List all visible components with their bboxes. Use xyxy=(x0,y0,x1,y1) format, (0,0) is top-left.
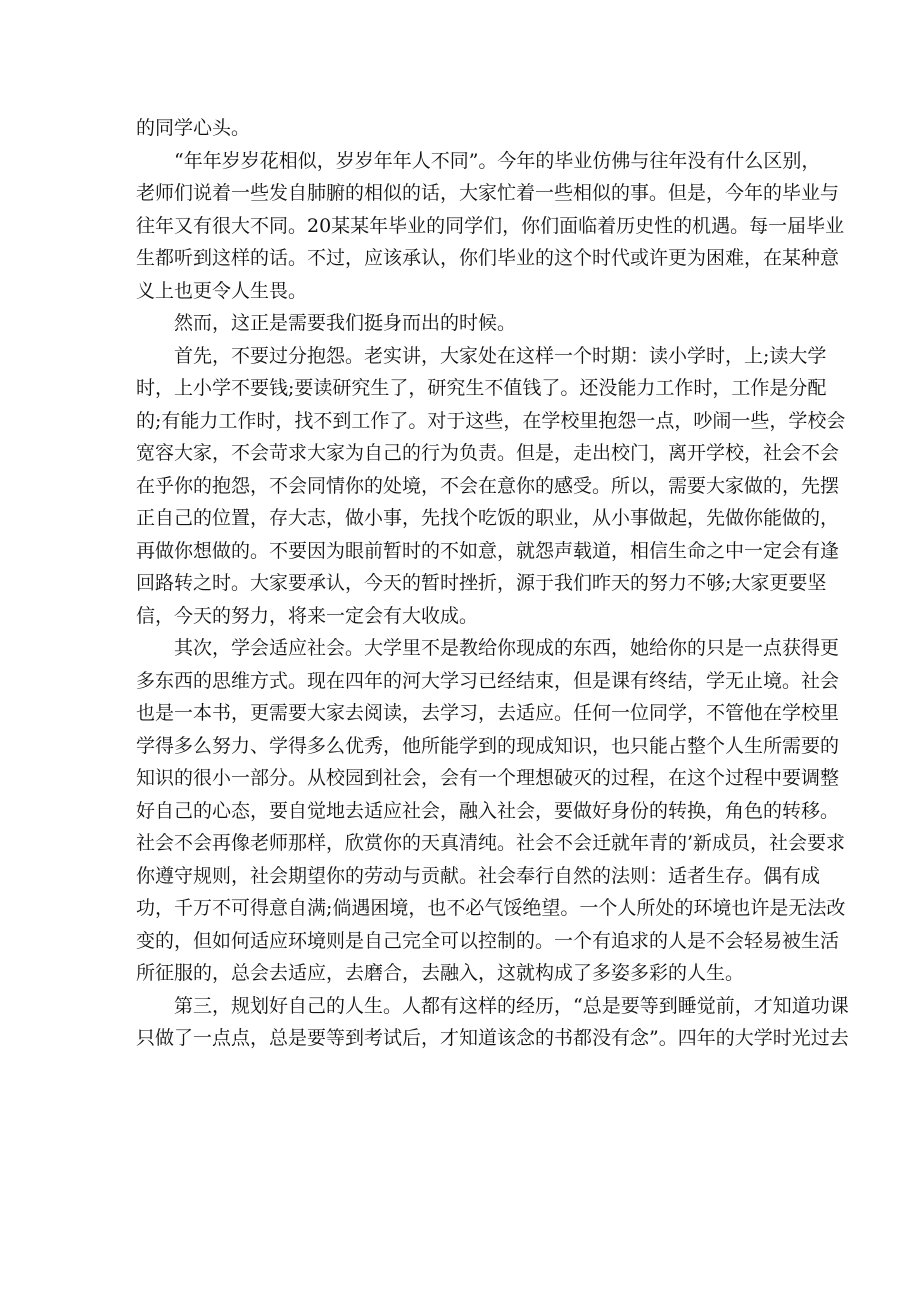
paragraph-line: 回路转之时。大家要承认，今天的暂时挫折，源于我们昨天的努力不够;大家更要坚 xyxy=(136,572,827,594)
paragraph xyxy=(136,340,846,633)
paragraph-line: 所征服的，总会去适应，去磨合，去融入，这就构成了多姿多彩的人生。 xyxy=(136,962,745,984)
paragraph-line: 好自己的心态，要自觉地去适应社会，融入社会，要做好身份的转换，角色的转移。 xyxy=(136,799,840,822)
paragraph-line: 老师们说着一些发自肺腑的相似的话，大家忙着一些相似的事。但是，今年的毕业与 xyxy=(136,182,840,204)
paragraph-line: 多东西的思维方式。现在四年的河大学习已经结束，但是课有终结，学无止境。社会 xyxy=(136,669,840,692)
paragraph-line: 然而，这正是需要我们挺身而出的时候。 xyxy=(174,312,517,334)
paragraph-line: 在乎你的抱怨，不会同情你的处境，不会在意你的感受。所以，需要大家做的，先摆 xyxy=(136,474,840,497)
paragraph-line: 社会不会再像老师那样，欣赏你的天真清纯。社会不会迁就年青的’新成员，社会要求 xyxy=(136,832,846,854)
paragraph-line: 信，今天的努力，将来一定会有大收成。 xyxy=(136,604,479,627)
paragraph-line: 知识的很小一部分。从校园到社会，会有一个理想破灭的过程，在这个过程中要调整 xyxy=(136,767,840,789)
paragraph-line: 时，上小学不要钱;要读研究生了，研究生不值钱了。还没能力工作时，工作是分配 xyxy=(136,377,827,399)
paragraph-line: 义上也更令人生畏。 xyxy=(136,279,308,302)
paragraph-line: 首先，不要过分抱怨。老实讲，大家处在这样一个时期：读小学时，上;读大学 xyxy=(174,344,827,367)
paragraph-line: 往年又有很大不同。20某某年毕业的同学们，你们面临着历史性的机遇。每一届毕业 xyxy=(136,214,845,237)
paragraph xyxy=(136,307,786,340)
paragraph-line: 变的，但如何适应环境则是自己完全可以控制的。一个有追求的人是不会轻易被生活 xyxy=(136,929,840,952)
paragraph xyxy=(136,990,849,1055)
paragraph xyxy=(136,112,786,145)
paragraph xyxy=(136,632,846,990)
document-body xyxy=(136,112,849,1055)
paragraph xyxy=(136,145,845,308)
paragraph-line: 其次，学会适应社会。大学里不是教给你现成的东西，她给你的只是一点获得更 xyxy=(174,637,840,659)
paragraph-line: 生都听到这样的话。不过，应该承认，你们毕业的这个时代或许更为困难，在某种意 xyxy=(136,247,840,269)
paragraph-line: 学得多么努力、学得多么优秀，他所能学到的现成知识，也只能占整个人生所需要的 xyxy=(136,734,840,757)
paragraph-line: 的同学心头。 xyxy=(136,117,251,139)
paragraph-line: 宽容大家，不会苛求大家为自己的行为负责。但是，走出校门，离开学校，社会不会 xyxy=(136,442,840,464)
paragraph-line: 再做你想做的。不要因为眼前暂时的不如意，就怨声载道，相信生命之中一定会有逢 xyxy=(136,539,840,562)
paragraph-line: 第三，规划好自己的人生。人都有这样的经历，“总是要等到睡觉前，才知道功课 xyxy=(174,994,849,1017)
paragraph-line: 正自己的位置，存大志，做小事，先找个吃饭的职业，从小事做起，先做你能做的， xyxy=(136,507,840,529)
paragraph-line: 功，千万不可得意自满;倘遇困境，也不必气馁绝望。一个人所处的环境也许是无法改 xyxy=(136,897,846,919)
paragraph-line: 也是一本书，更需要大家去阅读，去学习，去适应。任何一位同学，不管他在学校里 xyxy=(136,702,840,724)
paragraph-line: 只做了一点点，总是要等到考试后，才知道该念的书都没有念”。四年的大学时光过去 xyxy=(136,1027,849,1049)
paragraph-line: 的;有能力工作时，找不到工作了。对于这些，在学校里抱怨一点，吵闹一些，学校会 xyxy=(136,409,846,432)
paragraph-line: 你遵守规则，社会期望你的劳动与贡献。社会奉行自然的法则：适者生存。偶有成 xyxy=(136,864,821,887)
paragraph-line: “年年岁岁花相似，岁岁年年人不同”。今年的毕业仿佛与往年没有什么区别， xyxy=(174,149,821,172)
